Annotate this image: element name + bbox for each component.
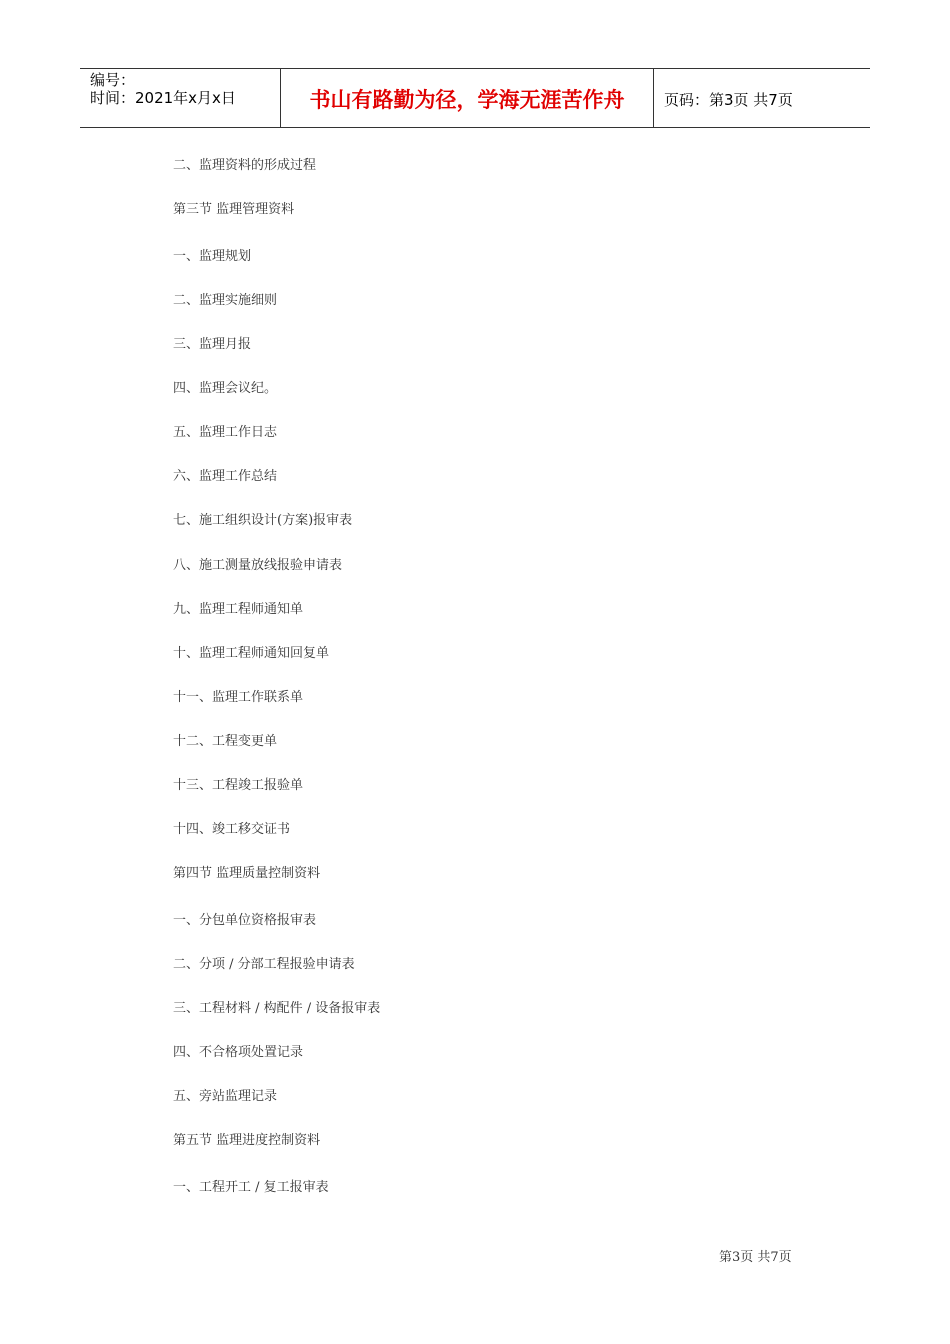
section-heading: 第四节 监理质量控制资料 (173, 866, 321, 881)
page-footer: 第3页 共7页 (719, 1250, 792, 1265)
text-line: 四、监理会议纪。 (173, 381, 278, 396)
page-header (80, 68, 870, 128)
text-line: 二、分项 / 分部工程报验申请表 (173, 957, 355, 972)
text-line: 八、施工测量放线报验申请表 (173, 558, 343, 573)
text-line: 三、监理月报 (173, 337, 252, 352)
header-motto: 书山有路勤为径，学海无涯苦作舟 (281, 69, 654, 127)
text-line: 六、监理工作总结 (173, 469, 278, 484)
text-line: 五、旁站监理记录 (173, 1089, 278, 1104)
text-line: 十二、工程变更单 (173, 734, 278, 749)
text-line: 七、施工组织设计(方案)报审表 (173, 513, 353, 528)
text-line: 二、监理实施细则 (173, 293, 278, 308)
text-line: 一、工程开工 / 复工报审表 (173, 1180, 329, 1195)
text-line: 十、监理工程师通知回复单 (173, 646, 330, 661)
section-heading: 第三节 监理管理资料 (173, 202, 295, 217)
text-line: 二、监理资料的形成过程 (173, 158, 317, 173)
header-meta (80, 69, 281, 127)
document-number-label: 编号： (90, 71, 136, 89)
section-heading: 第五节 监理进度控制资料 (173, 1133, 321, 1148)
text-line: 十一、监理工作联系单 (173, 690, 304, 705)
text-line: 五、监理工作日志 (173, 425, 278, 440)
text-line: 一、分包单位资格报审表 (173, 913, 317, 928)
text-line: 一、监理规划 (173, 249, 252, 264)
text-line: 四、不合格项处置记录 (173, 1045, 304, 1060)
text-line: 十三、工程竣工报验单 (173, 778, 304, 793)
text-line: 九、监理工程师通知单 (173, 602, 304, 617)
text-line: 十四、竣工移交证书 (173, 822, 291, 837)
header-page-info: 页码：第3页 共7页 (664, 90, 793, 109)
document-time-label: 时间：2021年x月x日 (90, 89, 236, 107)
text-line: 三、工程材料 / 构配件 / 设备报审表 (173, 1001, 381, 1016)
